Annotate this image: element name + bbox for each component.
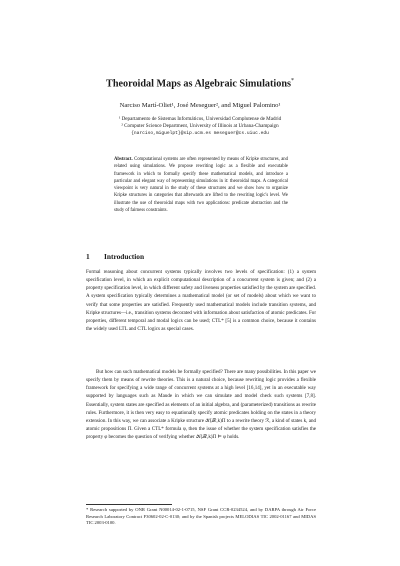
body-paragraph-1 xyxy=(86,268,316,333)
section-title: Introduction xyxy=(104,252,145,261)
paper-title-text: Theoroidal Maps as Algebraic Simulations xyxy=(106,78,291,90)
paragraph-text: But how can such mathematical models be formally specified? There are many possibilities. In this paper we specify them by means of rewrite theories. This is a natural choice, because rewriting logic provides a flexible framework for specifying a wide range of concurrent systems at a high level [16,14], yet in an executable way supported by languages such as Maude in which we can simulate and model check such systems [7,8]. Essentially, system states are specified as elements of an initial algebra, and (parameterized) transitions as rewrite rules. Furthermore, it is then very easy to equationally specify atomic predicates holding on the states in a theory extension. In this way, we can associate a Kripke structure 𝒦(ℛ,k)Π to a rewrite theory ℛ, a kind of states k, and atomic propositions Π. Given a CTL* formula φ, then the issue of whether the system specification satisfies the property φ becomes the question of verifying whether 𝒦(ℛ,k)Π ⊨ φ holds. xyxy=(86,369,316,441)
section-heading xyxy=(86,252,144,261)
abstract-label: Abstract. xyxy=(114,157,133,162)
footnote xyxy=(86,507,316,527)
abstract xyxy=(114,156,288,214)
footnote-divider xyxy=(86,504,172,505)
section-number: 1 xyxy=(86,252,90,261)
title-footnote-mark: * xyxy=(290,78,294,84)
author-emails: {narciso,miguelpt}@sip.ucm.es meseguer@cs.uiuc.edu xyxy=(131,131,269,136)
affiliation-1: ¹ Departamento de Sistemas Informáticos, Universidad Complutense de Madrid xyxy=(118,116,282,122)
paper-title xyxy=(0,78,400,89)
body-paragraph-2 xyxy=(86,368,316,441)
footnote-text: * Research supported by ONR Grant N00014-02-1-0715, NSF Grant CCR-0234524, and by DARPA through Air Force Research Laboratory Contract F30602-02-C-0130; and by the Spanish projects MELODIAS TIC 2002-01167 and MIDAS TIC 2003-0100. xyxy=(86,507,316,526)
paper-authors: Narciso Martí-Oliet¹, José Meseguer², and Miguel Palomino¹ xyxy=(119,102,281,109)
abstract-text: Computational systems are often represented by means of Kripke structures, and related using simulations. We propose rewriting logic as a flexible and executable framework in which to formally specify these mathematical models, and introduce a particular and elegant way of representing simulations in it: theoroidal maps. A categorical viewpoint is very natural in the study of these structures and we show how to organize Kripke structures in categories that afterwards are lifted to the rewriting logic's level. We illustrate the use of theoroidal maps with two applications: predicate abstraction and the study of fairness constraints. xyxy=(114,157,288,214)
affiliation-2: ² Computer Science Department, University of Illinois at Urbana-Champaign xyxy=(121,123,279,129)
paragraph-text: Formal reasoning about concurrent systems typically involves two levels of specification: (1) a system specification level, in which an explicit computational description of a concurrent system is given; and (2) a property specification level, in which different safety and liveness properties satisfied by the system are specified. A system specification typically determines a mathematical model (or set of models) about which we want to verify that some properties are satisfied. Frequently used mathematical models include transition systems, and Kripke structures—i.e., transition systems decorated with information about satisfaction of atomic predicates. For properties, different temporal and modal logics can be used; CTL* [5] is a common choice, because it contains the widely used LTL and CTL logics as special cases. xyxy=(86,269,316,333)
